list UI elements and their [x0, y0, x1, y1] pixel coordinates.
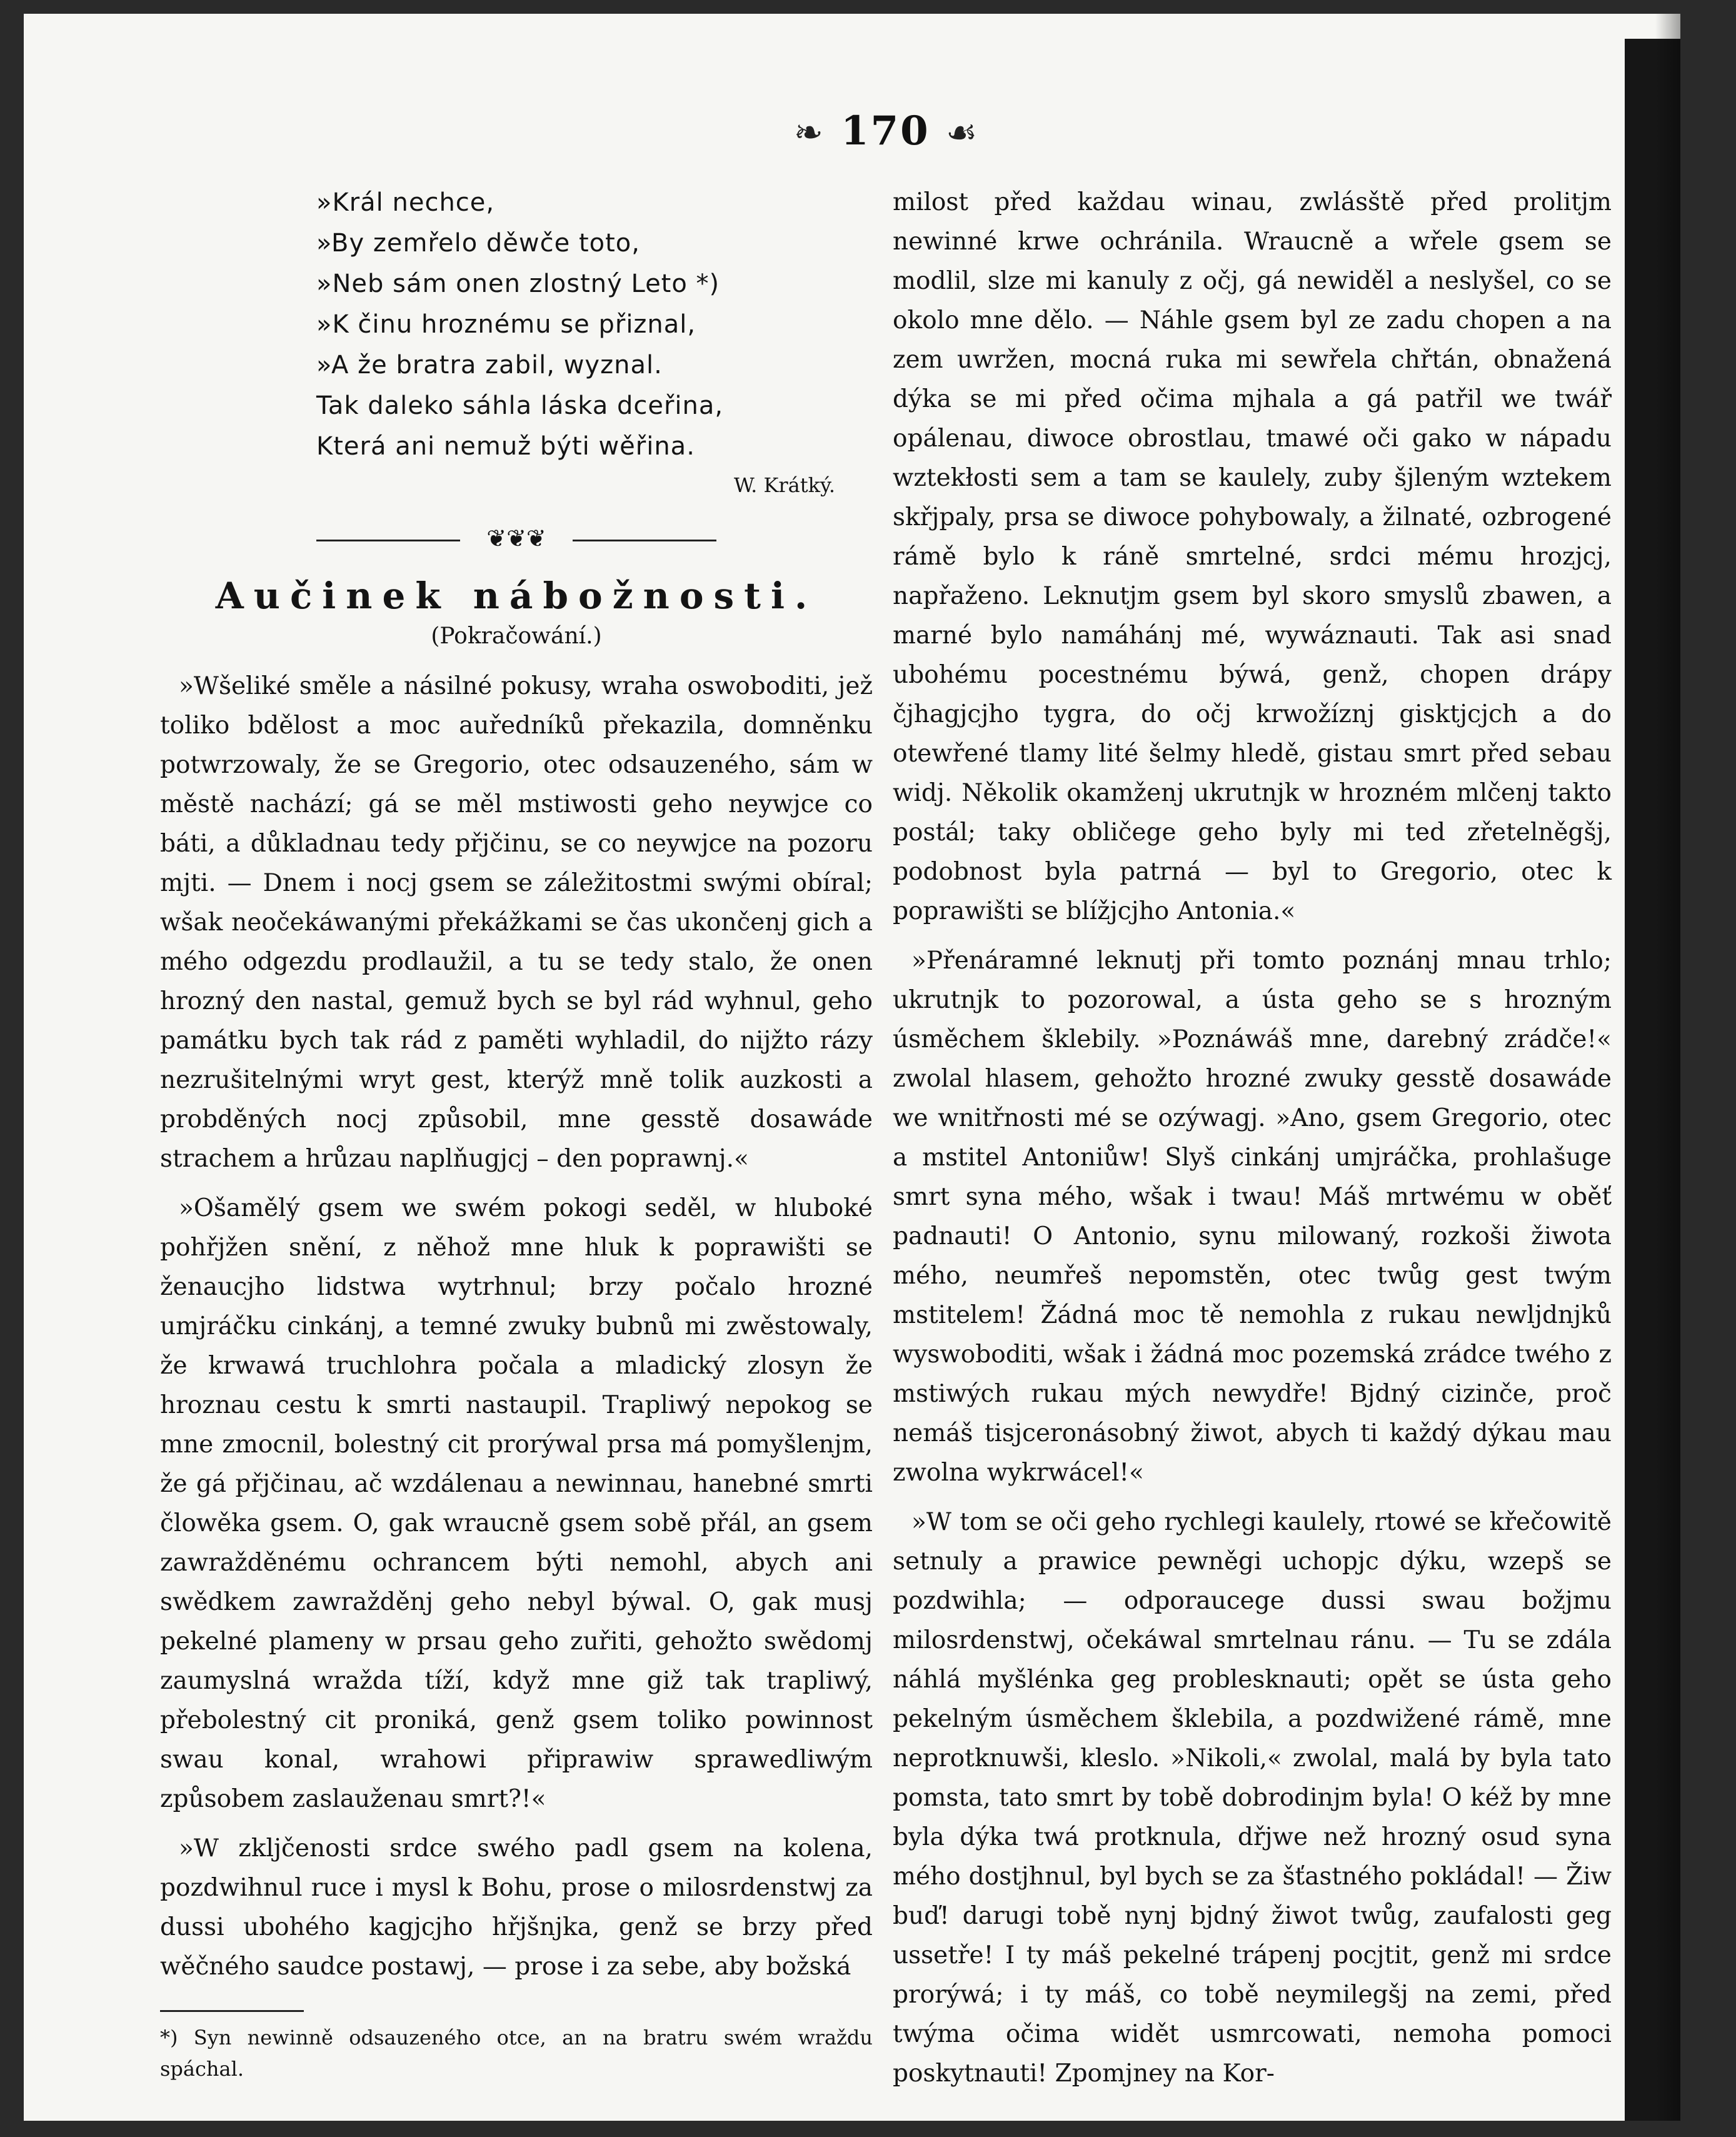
- book-page: [24, 14, 1680, 2121]
- poem-line: »Neb sám onen zlostný Leto *): [316, 269, 720, 298]
- paragraph: »Přenáramné leknutj při tomto poznánj mnau trhlo; ukrutnjk to pozorowal, a ústa geho se s hrozným úsměchem šklebily. »Poznáwáš mne, darebný zrádče!« zwolal hlasem, gehožto hrozné zwuky gesstě dosawáde we wnitřnosti mé se ozýwagj. »Ano, gsem Gregorio, otec a mstitel Antoniůw! Slyš cinkánj umjráčka, prohlašuge smrt syna mého, wšak i twau! Máš mrtwému w oběť padnauti! O Antonio, synu milowaný, rozkoši žiwota mého, neumřeš nepomstěn, otec twůg gest twým mstitelem! Žádná moc tě nemohla z rukau newljdnjků wyswoboditi, wšak i žádná moc pozemská zrádce twého z mstiwých rukau mých newydře! Bjdný cizinče, proč nemáš tisjceronásobný žiwot, abych ti každý dýkau mau zwolna wykrwácel!«: [893, 947, 1612, 1487]
- ornament-left-icon: ❧: [793, 113, 825, 153]
- poem-line: »By zemřelo děwče toto,: [316, 229, 640, 258]
- poem-line: Tak daleko sáhla láska dceřina,: [316, 391, 724, 420]
- footnote-rule: [160, 2010, 304, 2012]
- footnote: *) Syn newinně odsauzeného otce, an na bratru swém wraždu spáchal.: [160, 2026, 873, 2081]
- paragraph: »Ošamělý gsem we swém pokogi seděl, w hluboké pohřjžen snění, z něhož mne hluk k poprawišti se ženaucjho lidstwa wytrhnul; brzy počalo hrozné umjráčku cinkánj, a temné zwuky bubnů mi zwěstowaly, že krwawá truchlohra počala a mladický zlosyn že hroznau cestu k smrti nastaupil. Trapliwý nepokog se mne zmocnil, bolestný cit prorýwal prsa má pomyšlenjm, že gá přjčinau, ač wzdálenau a newinnau, hanebné smrti člowěka gsem. O, gak wraucně gsem sobě přál, an gsem zawražděnému ochrancem býti nemohl, abych ani swědkem zawražděnj geho nebyl býwal. O, gak musj pekelné plameny w prsau geho zuřiti, gehožto swědomj zaumyslná wražda tíží, když mne giž tak trapliwý, přebolestný cit proniká, genž gsem toliko powinnost swau konal, wrahowi připrawiw sprawedliwým způsobem zaslauženau smrt?!«: [160, 1194, 873, 1813]
- paragraph: »W zkljčenosti srdce swého padl gsem na kolena, pozdwihnul ruce i mysl k Bohu, prose o milosrdenstwj za dussi ubohého kagjcjho hřjšnjka, genž se brzy před wěčného saudce postawj, — prose i za sebe, aby božská: [160, 1834, 873, 1981]
- poem-line: Která ani nemuž býti wěřina.: [316, 432, 695, 461]
- ornament-right-icon: ☙: [945, 113, 980, 153]
- poem: [316, 183, 873, 467]
- left-column: [160, 183, 873, 2094]
- page-header: [761, 108, 1011, 154]
- article-title: Aučinek nábožnosti.: [215, 575, 818, 617]
- paragraph: »W tom se oči geho rychlegi kaulely, rtowé se křečowitě setnuly a prawice pewněgi uchopjc dýku, wzepš se pozdwihla; — odporaucege dussi swau božjmu milosrdenstwj, očekáwal smrtelnau ránu. — Tu se zdála náhlá myšlénka geg problesknauti; opět se ústa geho pekelným úsměchem šklebila, a pozdwižené rámě, mne neprotknuwši, kleslo. »Nikoli,« zwolal, malá by byla tato pomsta, tato smrt by tobě dobrodinjm byla! O kéž by mne byla dýka twá protknula, dřjwe než hrozný osud syna mého dostjhnul, byl bych se za šťastného pokládal! — Žiw buď! darugi tobě nynj bjdný žiwot twůg, zaufalosti geg ussetře! I ty máš pekelné trápenj pocjtit, genž mi srdce prorýwá; i ty máš, co tobě neymilegšj na zemi, před twýma očima widět usmrcowati, nemoha pomoci poskytnauti! Zpomjney na Kor-: [893, 1508, 1612, 2088]
- page-edge-shadow: [1625, 39, 1680, 2121]
- poem-line: »K činu hroznému se přiznal,: [316, 310, 696, 339]
- section-divider: [316, 525, 716, 556]
- page-number: 170: [841, 108, 930, 154]
- article-subtitle: (Pokračowání.): [431, 623, 602, 649]
- divider-flourish-icon: ❦❦❦: [486, 525, 546, 552]
- paragraph: milost před každau winau, zwlásště před prolitjm newinné krwe ochránila. Wraucně a wřele gsem se modlil, slze mi kanuly z očj, gá newiděl a neslyšel, co se okolo mne dělo. — Náhle gsem byl ze zadu chopen a na zem uwržen, mocná ruka mi sewřela chřtán, obnažená dýka se mi před očima mjhala a gá patřil we twář opálenau, diwoce obrostlau, tmawé oči gako w nápadu wztekłosti sem a tam se kaulely, zuby šjleným wztekem skřjpaly, prsa se diwoce pohybowaly, a žilnaté, ozbrogené rámě bylo k ráně smrtelné, srdci mému hrozjcj, napřaženo. Leknutjm gsem byl skoro smyslů zbawen, a marné bylo namáhánj mé, wywáznauti. Tak asi snad ubohému pocestnému býwá, genž, chopen drápy čjhagjcjho tygra, do očj krwožíznj gisktjcjch a do otewřené tlamy lité šelmy hledě, gistau smrt před sebau widj. Několik okamženj ukrutnjk w hrozném mlčenj takto postál; taky obličege geho byly mi ted zřetelněgšj, podobnost byla patrná — byl to Gregorio, otec k poprawišti se blížjcjho Antonia.«: [893, 188, 1612, 925]
- right-column: [893, 183, 1612, 2103]
- poem-author: W. Krátký.: [733, 473, 835, 497]
- poem-line: »A že bratra zabil, wyznal.: [316, 351, 663, 380]
- poem-line: »Král nechce,: [316, 188, 495, 217]
- paragraph: »Wšeliké směle a násilné pokusy, wraha oswoboditi, jež toliko bdělost a moc auředníků překazila, domněnku potwrzowaly, že se Gregorio, otec odsauzeného, sám w městě nachází; gá se měl mstiwosti geho neywjce co báti, a důkladnau tedy přjčinu, se co neywjce na pozoru mjti. — Dnem i nocj gsem se záležitostmi swými obíral; wšak neočekáwanými překážkami se čas ukončenj gich a mého odgezdu prodlaužil, a tu se tedy stalo, že onen hrozný den nastal, gemuž bych se byl rád wyhnul, geho památku bych tak rád z paměti wyhladil, do nijžto rázy nezrušitelnými wryt gest, kterýž mně tolik auzkosti a probděných nocj způsobil, mne gesstě dosawáde strachem a hrůzau naplňugjcj – den poprawnj.«: [160, 672, 873, 1173]
